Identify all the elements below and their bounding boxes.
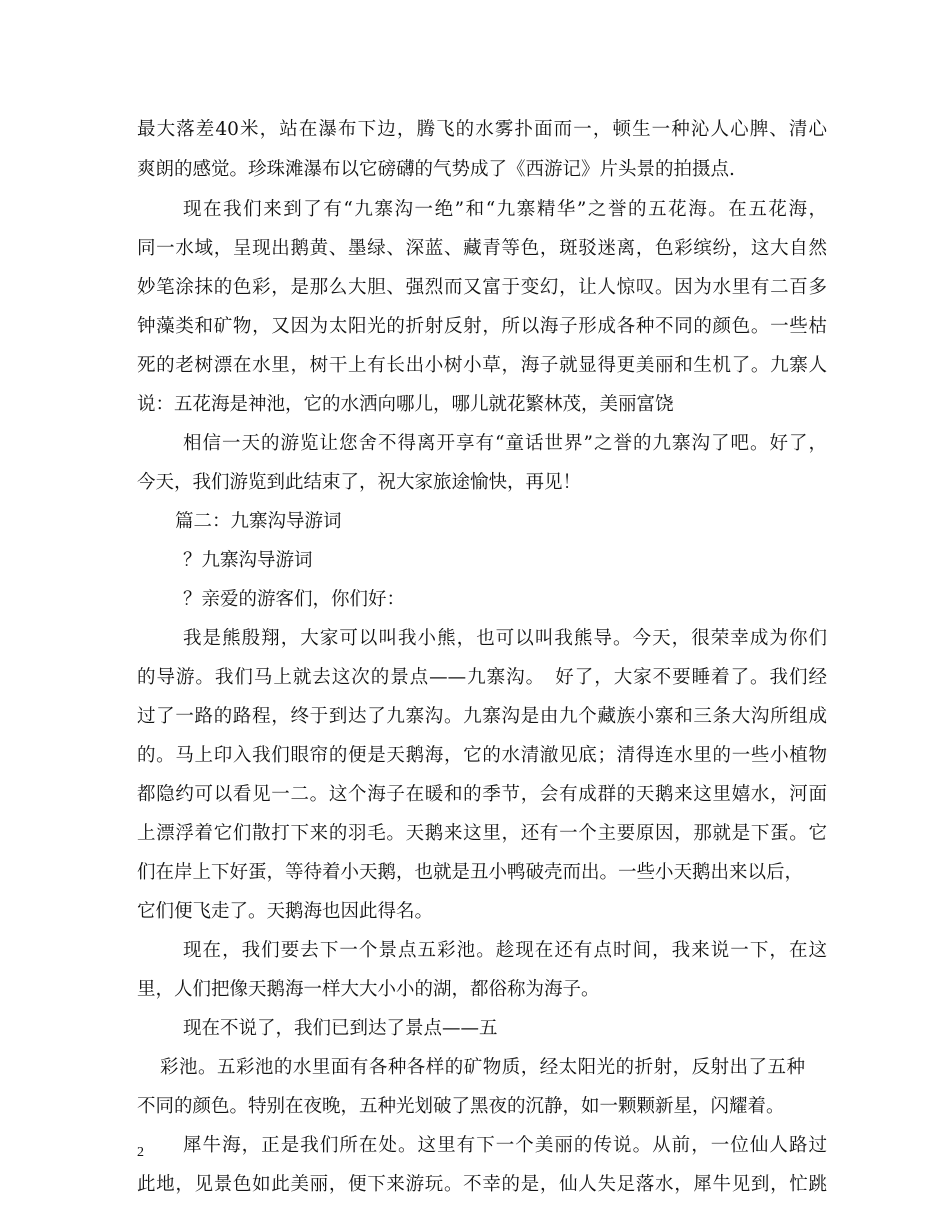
- text-line: 相信一天的游览让您舍不得离开享有“童话世界”之誉的九寨沟了吧。好了，: [183, 433, 827, 454]
- text-line: 上漂浮着它们散打下来的羽毛。天鹅来这里，还有一个主要原因，那就是下蛋。它: [137, 823, 827, 844]
- text-line: 的导游。我们马上就去这次的景点——九寨沟。 好了，大家不要睡着了。我们经: [137, 667, 827, 688]
- text-line: 我是熊殷翔，大家可以叫我小熊，也可以叫我熊导。今天，很荣幸成为你们: [183, 628, 827, 649]
- text-line: 今天，我们游览到此结束了，祝大家旅途愉快，再见！: [137, 472, 582, 493]
- text-line: 钟藻类和矿物，又因为太阳光的折射反射，所以海子形成各种不同的颜色。一些枯: [137, 316, 827, 337]
- text-line: 彩池。五彩池的水里面有各种各样的矿物质，经太阳光的折射，反射出了五种: [160, 1057, 805, 1078]
- text-line: 们在岸上下好蛋，等待着小天鹅，也就是丑小鸭破壳而出。一些小天鹅出来以后，: [137, 862, 804, 883]
- text-line: 里，人们把像天鹅海一样大大小小的湖，都俗称为海子。: [137, 979, 600, 1000]
- page-number: 2: [137, 1145, 144, 1160]
- text-line: 同一水域，呈现出鹅黄、墨绿、深蓝、藏青等色，斑驳迷离，色彩缤纷，这大自然: [137, 238, 827, 259]
- text-line: 不同的颜色。特别在夜晚，五种光划破了黑夜的沉静，如一颗颗新星，闪耀着。: [137, 1096, 785, 1117]
- section-heading: 篇二：九寨沟导游词: [175, 511, 342, 532]
- text-line: 犀牛海，正是我们所在处。这里有下一个美丽的传说。从前，一位仙人路过: [183, 1135, 827, 1156]
- text-line: ？九寨沟导游词: [183, 550, 313, 571]
- text-line: 妙笔涂抹的色彩，是那么大胆、强烈而又富于变幻，让人惊叹。因为水里有二百多: [137, 277, 827, 298]
- text-line: 都隐约可以看见一二。这个海子在暖和的季节，会有成群的天鹅来这里嬉水，河面: [137, 784, 827, 805]
- text-line: 现在，我们要去下一个景点五彩池。趁现在还有点时间，我来说一下，在这: [183, 940, 827, 961]
- text-line: 的。马上印入我们眼帘的便是天鹅海，它的水清澈见底；清得连水里的一些小植物: [137, 745, 827, 766]
- text-line: ？亲爱的游客们，你们好：: [183, 589, 406, 610]
- text-line: 现在不说了，我们已到达了景点——五: [183, 1018, 498, 1039]
- text-line: 爽朗的感觉。珍珠滩瀑布以它磅礴的气势成了《西游记》片头景的拍摄点.: [137, 159, 735, 180]
- text-line: 说：五花海是神池，它的水洒向哪儿，哪儿就花繁林茂，美丽富饶: [137, 394, 674, 415]
- text-line: 死的老树漂在水里，树干上有长出小树小草，海子就显得更美丽和生机了。九寨人: [137, 355, 827, 376]
- text-line: 此地，见景色如此美丽，便下来游玩。不幸的是，仙人失足落水，犀牛见到，忙跳: [137, 1174, 827, 1195]
- text-line: 最大落差40米，站在瀑布下边，腾飞的水雾扑面而一，顿生一种沁人心脾、清心: [137, 119, 827, 140]
- text-line: 过了一路的路程，终于到达了九寨沟。九寨沟是由九个藏族小寨和三条大沟所组成: [137, 706, 827, 727]
- text-line: 现在我们来到了有“九寨沟一绝”和“九寨精华”之誉的五花海。在五花海，: [183, 199, 827, 220]
- text-line: 它们便飞走了。天鹅海也因此得名。: [137, 901, 434, 922]
